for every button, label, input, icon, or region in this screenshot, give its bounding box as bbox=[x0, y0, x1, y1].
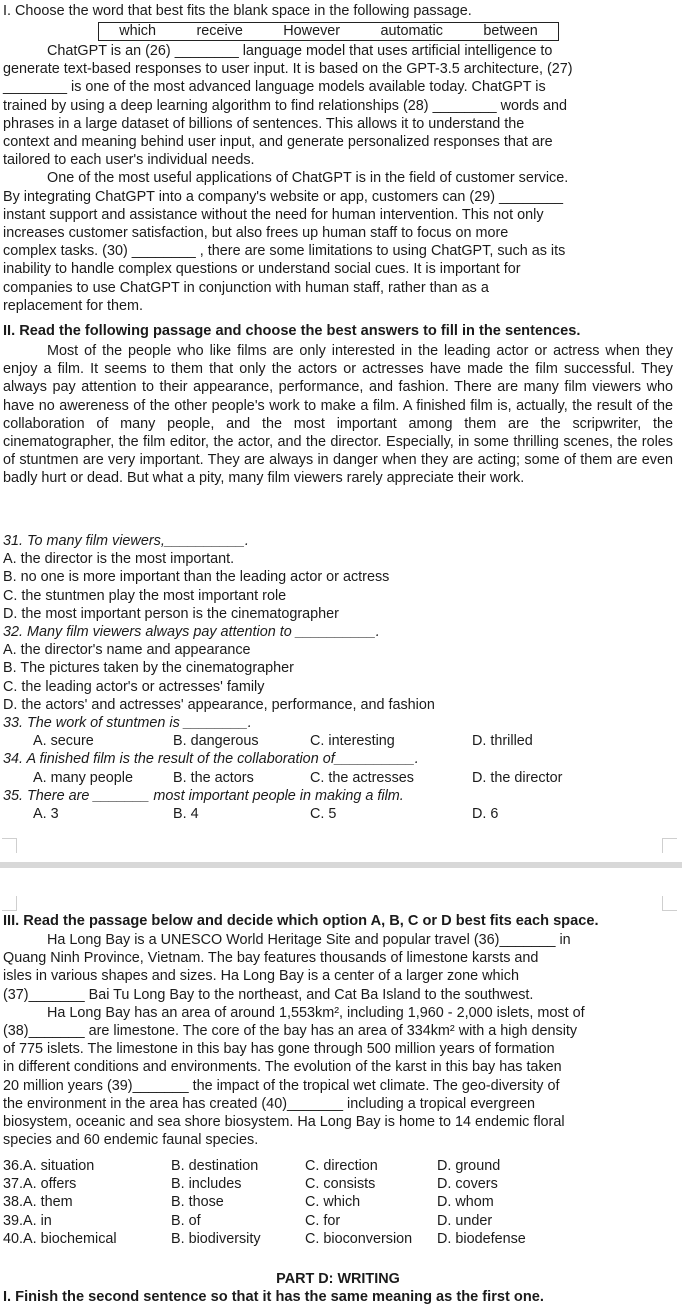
options-row bbox=[3, 1212, 673, 1230]
part1-heading: I. Choose the word that best fits the blank space in the following passage. bbox=[3, 3, 472, 19]
option: C. for bbox=[305, 1212, 341, 1229]
word-option: automatic bbox=[380, 23, 443, 40]
option: B. no one is more important than the leading actor or actress bbox=[3, 569, 390, 586]
options-row bbox=[3, 1157, 673, 1175]
option: A. the director is the most important. bbox=[3, 551, 235, 568]
option: B. dangerous bbox=[173, 733, 259, 750]
word-box bbox=[98, 22, 559, 41]
passage-line: species and 60 endemic faunal species. bbox=[3, 1132, 259, 1149]
page-corner-mark bbox=[662, 838, 677, 853]
option: D. ground bbox=[437, 1158, 501, 1174]
passage-line: generate text-based responses to user input. It is based on the GPT-3.5 architecture, (27) bbox=[3, 61, 573, 78]
options-row bbox=[3, 732, 673, 750]
passage-line: ________ is one of the most advanced language models available today. ChatGPT is bbox=[3, 79, 546, 96]
passage-line: ChatGPT is an (26) ________ language model that uses artificial intelligence to bbox=[47, 43, 553, 59]
passage-line: replacement for them. bbox=[3, 297, 143, 314]
part2-heading: II. Read the following passage and choose the best answers to fill in the sentences. bbox=[3, 323, 581, 339]
option: 39.A. in bbox=[3, 1212, 52, 1229]
passage-line: biosystem, oceanic and sea shore biosystem. Ha Long Bay is home to 14 endemic floral bbox=[3, 1114, 565, 1131]
option: D. covers bbox=[437, 1176, 498, 1193]
option: C. consists bbox=[305, 1176, 376, 1193]
option: D. the director bbox=[472, 769, 563, 786]
passage-line: increases customer satisfaction, but also frees up human staff to focus on more bbox=[3, 225, 509, 242]
question-35: 35. There are _______ most important people in making a film. bbox=[3, 787, 404, 804]
page-break bbox=[0, 862, 682, 868]
option: C. 5 bbox=[310, 806, 337, 823]
page-corner-mark bbox=[662, 896, 677, 911]
option: B. of bbox=[171, 1212, 201, 1229]
option: A. many people bbox=[33, 769, 133, 786]
word-option: between bbox=[483, 23, 538, 40]
word-option: which bbox=[119, 23, 157, 40]
question-32: 32. Many film viewers always pay attention to __________. bbox=[3, 624, 380, 641]
passage-line: Ha Long Bay has an area of around 1,553km², including 1,960 - 2,000 islets, most of bbox=[47, 1004, 585, 1021]
passage-line: (37)_______ Bai Tu Long Bay to the northeast, and Cat Ba Island to the southwest. bbox=[3, 986, 534, 1003]
word-option: However bbox=[283, 23, 341, 40]
option: C. bioconversion bbox=[305, 1230, 413, 1247]
option: D. whom bbox=[437, 1194, 494, 1211]
passage-line: instant support and assistance without the need for human intervention. This not only bbox=[3, 206, 544, 223]
option: B. 4 bbox=[173, 806, 199, 823]
questions-31-35 bbox=[3, 532, 673, 823]
passage-text: Most of the people who like films are only interested in the leading actor or actress when they enjoy a film. It seems to them that only the actors or actresses have made the film successful. They always pay attention to their appearance, performance, and fashion. There are many film viewers who have no awereness of the other people's work to make a film. A finished film is, actually, the result of the collaboration of many people, and the most important among them are the scripwriter, the cinematographer, the film editor, the actor, and the director. Especially, in some thrilling scenes, the roles of stuntmen are very important. They are always in danger when they are acting; some of them are even badly hurt or dead. But what a pity, many film viewers rarely appreciate their work. bbox=[3, 343, 673, 487]
word-option: receive bbox=[196, 23, 243, 40]
option: D. the most important person is the cinematographer bbox=[3, 605, 339, 622]
option: B. those bbox=[171, 1194, 224, 1211]
option: B. includes bbox=[171, 1176, 242, 1193]
option: B. biodiversity bbox=[171, 1230, 261, 1247]
passage-line: By integrating ChatGPT into a company's website or app, customers can (29) ________ bbox=[3, 188, 564, 205]
passage-line: 20 million years (39)_______ the impact of the tropical wet climate. The geo-diversity of bbox=[3, 1077, 560, 1094]
options-row bbox=[3, 1193, 673, 1211]
option: D. thrilled bbox=[472, 733, 533, 750]
option: C. the actresses bbox=[310, 769, 414, 786]
passage-line: the environment in the area has created (40)_______ including a tropical evergreen bbox=[3, 1095, 535, 1112]
answer-options bbox=[3, 1157, 673, 1248]
option: 40.A. biochemical bbox=[3, 1230, 117, 1247]
option: D. biodefense bbox=[437, 1230, 526, 1247]
passage-line: Quang Ninh Province, Vietnam. The bay features thousands of limestone karsts and bbox=[3, 950, 539, 967]
passage-line: in different conditions and environments. The evolution of the karst in this bay has taken bbox=[3, 1059, 562, 1076]
passage-line: trained by using a deep learning algorithm to find relationships (28) ________ words and bbox=[3, 97, 567, 114]
part1-passage bbox=[3, 42, 673, 315]
passage-line: context and meaning behind user input, and generate personalized responses that are bbox=[3, 134, 553, 151]
option: A. 3 bbox=[33, 806, 59, 823]
question-31: 31. To many film viewers,__________. bbox=[3, 533, 249, 549]
options-row bbox=[3, 1230, 673, 1248]
option: C. the leading actor's or actresses' family bbox=[3, 678, 265, 695]
option: B. destination bbox=[171, 1158, 259, 1174]
passage-line: isles in various shapes and sizes. Ha Long Bay is a center of a larger zone which bbox=[3, 968, 519, 985]
question-34: 34. A finished film is the result of the collaboration of__________. bbox=[3, 751, 419, 768]
option: 38.A. them bbox=[3, 1194, 73, 1211]
part3-passage bbox=[3, 931, 673, 1149]
passage-line: companies to use ChatGPT in conjunction with human staff, rather than as a bbox=[3, 279, 489, 296]
option: D. 6 bbox=[472, 806, 499, 823]
options-row bbox=[3, 769, 673, 787]
writing-heading: I. Finish the second sentence so that it has the same meaning as the first one. bbox=[3, 1289, 544, 1305]
part2-passage bbox=[3, 342, 673, 488]
option: A. the director's name and appearance bbox=[3, 642, 251, 659]
option: C. direction bbox=[305, 1158, 378, 1174]
option: 37.A. offers bbox=[3, 1176, 77, 1193]
passage-line: (38)_______ are limestone. The core of the bay has an area of 334km² with a high density bbox=[3, 1023, 578, 1040]
option: B. the actors bbox=[173, 769, 254, 786]
passage-line: inability to handle complex questions or understand social cues. It is important for bbox=[3, 261, 521, 278]
option: C. the stuntmen play the most important role bbox=[3, 587, 287, 604]
passage-line: tailored to each user's individual needs. bbox=[3, 152, 255, 169]
option: A. secure bbox=[33, 733, 94, 750]
passage-line: phrases in a large dataset of billions of sentences. This allows it to understand the bbox=[3, 115, 525, 132]
option: D. the actors' and actresses' appearance, performance, and fashion bbox=[3, 696, 435, 713]
writing-title: PART D: WRITING bbox=[276, 1271, 400, 1287]
option: B. The pictures taken by the cinematographer bbox=[3, 660, 294, 677]
options-row bbox=[3, 805, 673, 823]
passage-line: complex tasks. (30) ________ , there are some limitations to using ChatGPT, such as its bbox=[3, 243, 566, 260]
passage-line: Ha Long Bay is a UNESCO World Heritage Site and popular travel (36)_______ in bbox=[47, 932, 571, 948]
question-33: 33. The work of stuntmen is ________. bbox=[3, 715, 252, 732]
passage-line: of 775 islets. The limestone in this bay has gone through 500 million years of formation bbox=[3, 1041, 555, 1058]
options-row bbox=[3, 1175, 673, 1193]
page-corner-mark bbox=[2, 896, 17, 911]
option: 36.A. situation bbox=[3, 1158, 95, 1174]
option: C. interesting bbox=[310, 733, 395, 750]
passage-line: One of the most useful applications of ChatGPT is in the field of customer service. bbox=[47, 170, 569, 187]
page-corner-mark bbox=[2, 838, 17, 853]
option: D. under bbox=[437, 1212, 493, 1229]
option: C. which bbox=[305, 1194, 361, 1211]
part3-heading: III. Read the passage below and decide which option A, B, C or D best fits each space. bbox=[3, 913, 599, 929]
